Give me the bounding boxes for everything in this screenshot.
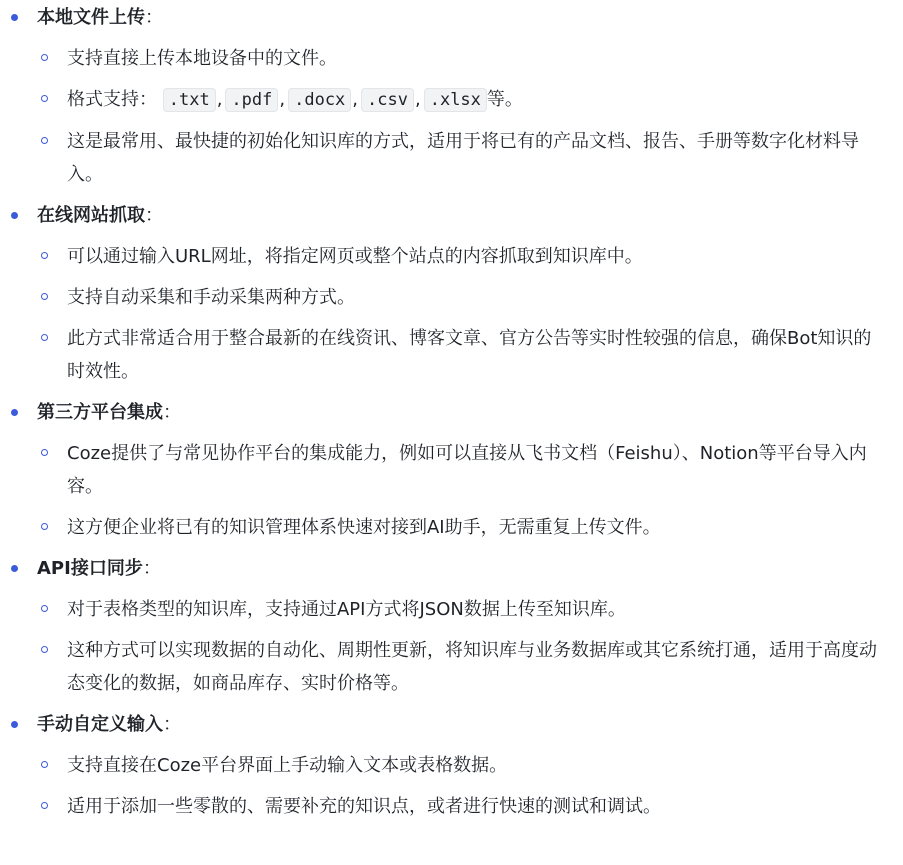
bullet-circle-icon xyxy=(41,252,48,259)
section-title: 本地文件上传 xyxy=(37,7,145,28)
list-item xyxy=(0,42,903,75)
section-local-upload xyxy=(0,1,903,191)
section-title: API接口同步 xyxy=(37,558,143,579)
item-text: 这方便企业将已有的知识管理体系快速对接到AI助手，无需重复上传文件。 xyxy=(67,517,661,538)
list-item xyxy=(0,593,903,626)
list-item: 第三方平台集成： xyxy=(0,396,903,429)
list-item: 本地文件上传： xyxy=(0,1,903,34)
sub-list xyxy=(0,593,903,700)
bullet-circle-icon xyxy=(41,605,48,612)
sub-list xyxy=(0,42,903,191)
list-item: 手动自定义输入： xyxy=(0,708,903,741)
list-item xyxy=(0,322,903,388)
item-text: 支持直接上传本地设备中的文件。 xyxy=(67,48,337,69)
item-text: 这是最常用、最快捷的初始化知识库的方式，适用于将已有的产品文档、报告、手册等数字化材料导入。 xyxy=(67,131,859,185)
section-web-crawl xyxy=(0,199,903,388)
bullet-circle-icon xyxy=(41,761,48,768)
list-item: 格式支持： .txt , .pdf , .docx , .csv , .xlsx 等。 xyxy=(0,83,903,117)
item-suffix: 等。 xyxy=(486,89,523,110)
bullet-dot-icon xyxy=(11,14,18,21)
sub-list xyxy=(0,437,903,544)
list-item xyxy=(0,437,903,503)
bullet-circle-icon xyxy=(41,449,48,456)
bullet-circle-icon xyxy=(41,54,48,61)
list-item xyxy=(0,240,903,273)
bullet-dot-icon xyxy=(11,721,18,728)
section-title: 第三方平台集成 xyxy=(37,402,163,423)
section-third-party xyxy=(0,396,903,544)
list-item xyxy=(0,511,903,544)
code-txt: .txt xyxy=(163,88,216,112)
item-text: 此方式非常适合用于整合最新的在线资讯、博客文章、官方公告等实时性较强的信息，确保Bot知识的时效性。 xyxy=(67,328,872,382)
code-xlsx: .xlsx xyxy=(424,88,487,112)
bullet-circle-icon xyxy=(41,646,48,653)
sub-list xyxy=(0,749,903,823)
list-item xyxy=(0,125,903,191)
bullet-circle-icon xyxy=(41,293,48,300)
bullet-circle-icon xyxy=(41,802,48,809)
item-text: 支持直接在Coze平台界面上手动输入文本或表格数据。 xyxy=(67,755,508,776)
section-api-sync xyxy=(0,552,903,700)
item-text: 支持自动采集和手动采集两种方式。 xyxy=(67,287,355,308)
bullet-circle-icon xyxy=(41,137,48,144)
item-text: 对于表格类型的知识库，支持通过API方式将JSON数据上传至知识库。 xyxy=(67,599,626,620)
section-title: 在线网站抓取 xyxy=(37,205,145,226)
code-pdf: .pdf xyxy=(225,88,278,112)
item-text: Coze提供了与常见协作平台的集成能力，例如可以直接从飞书文档（Feishu）、Notion等平台导入内容。 xyxy=(67,443,867,497)
item-text: 适用于添加一些零散的、需要补充的知识点，或者进行快速的测试和调试。 xyxy=(67,796,661,817)
bullet-dot-icon xyxy=(11,565,18,572)
section-title: 手动自定义输入 xyxy=(37,714,163,735)
list-item xyxy=(0,749,903,782)
bullet-circle-icon xyxy=(41,523,48,530)
code-docx: .docx xyxy=(288,88,351,112)
list-item xyxy=(0,634,903,700)
sub-list xyxy=(0,240,903,388)
list-item: 在线网站抓取： xyxy=(0,199,903,232)
item-text: 格式支持： xyxy=(67,89,157,110)
list-item xyxy=(0,281,903,314)
item-text: 这种方式可以实现数据的自动化、周期性更新，将知识库与业务数据库或其它系统打通，适用于高度动态变化的数据，如商品库存、实时价格等。 xyxy=(67,640,877,694)
section-manual-input xyxy=(0,708,903,823)
list-item xyxy=(0,790,903,823)
bullet-dot-icon xyxy=(11,212,18,219)
bullet-circle-icon xyxy=(41,334,48,341)
list-item: API接口同步： xyxy=(0,552,903,585)
item-text: 可以通过输入URL网址，将指定网页或整个站点的内容抓取到知识库中。 xyxy=(67,246,643,267)
bullet-dot-icon xyxy=(11,409,18,416)
bullet-circle-icon xyxy=(41,95,48,102)
code-csv: .csv xyxy=(361,88,414,112)
